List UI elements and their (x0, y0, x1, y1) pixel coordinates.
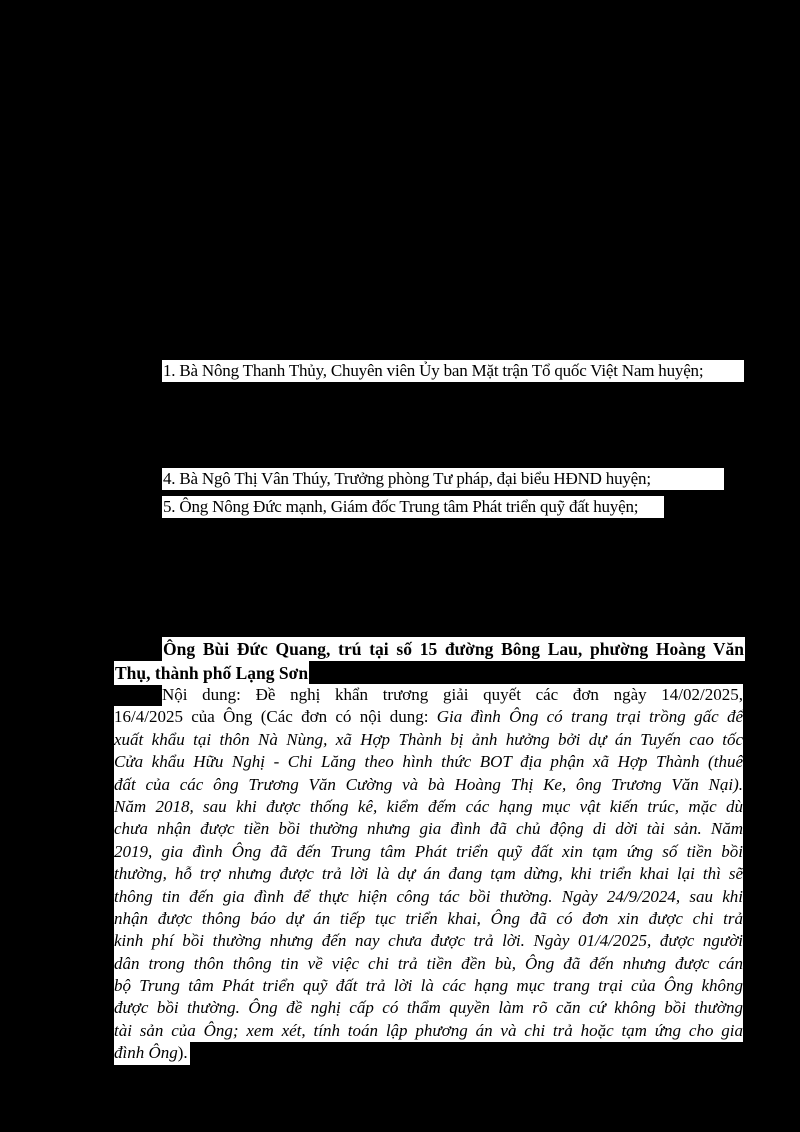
content-line: xuất khẩu tại thôn Nà Nùng, xã Hợp Thành bị ảnh hưởng bởi dự án Tuyến cao tốc (114, 729, 743, 751)
content-line: tài sản của Ông; xem xét, tính toán lập phương án và chi trả hoặc tạm ứng cho gia (114, 1020, 743, 1042)
content-line (114, 706, 743, 728)
content-line: được bồi thường. Ông đề nghị cấp có thẩm quyền làm rõ căn cứ không bồi thường (114, 997, 743, 1019)
content-line: 2019, gia đình Ông đã đến Trung tâm Phát triển quỹ đất xin tạm ứng số tiền bồi (114, 841, 743, 863)
content-line: đất của các ông Trương Văn Cường và bà Hoàng Thị Ke, ông Trương Văn Nại). (114, 774, 743, 796)
content-line: chưa nhận được tiền bồi thường nhưng gia đình đã chủ động di dời tài sản. Năm (114, 818, 743, 840)
citizen-heading (114, 637, 743, 685)
participant-item-4: 4. Bà Ngô Thị Vân Thúy, Trưởng phòng Tư pháp, đại biểu HĐND huyện; (162, 468, 724, 490)
complaint-content (114, 684, 743, 1071)
content-line: Nội dung: Đề nghị khẩn trương giải quyết các đơn ngày 14/02/2025, (162, 684, 743, 706)
content-line: Cửa khẩu Hữu Nghị - Chi Lăng theo hình thức BOT địa phận xã Hợp Thành (thuê (114, 751, 743, 773)
content-line: thường, hỗ trợ nhưng được trả lời là dự án đang tạm dừng, khi triển khai lại thì sẽ (114, 863, 743, 885)
content-text-italic: đình Ông (114, 1043, 178, 1063)
content-line (114, 1042, 190, 1064)
content-line: kinh phí bồi thường nhưng đến nay chưa được trả lời. Ngày 01/4/2025, được người (114, 930, 743, 952)
content-text-italic: Gia đình Ông có trang trại trồng gấc để (436, 707, 743, 727)
citizen-heading-line-2: Thụ, thành phố Lạng Sơn (115, 663, 309, 683)
content-text: 16/4/2025 của Ông (Các đơn có nội dung: (114, 707, 437, 727)
participant-item-1: 1. Bà Nông Thanh Thủy, Chuyên viên Ủy ban Mặt trận Tổ quốc Việt Nam huyện; (162, 360, 744, 382)
content-text: ). (177, 1043, 188, 1063)
content-line: Năm 2018, sau khi được thống kê, kiểm đếm các hạng mục vật kiến trúc, mặc dù (114, 796, 743, 818)
content-line: thông tin đến gia đình để thực hiện công tác bồi thường. Ngày 24/9/2024, sau khi (114, 886, 743, 908)
content-line: dân trong thôn thông tin về việc chi trả tiền đền bù, Ông đã đến nhưng được cán (114, 953, 743, 975)
content-line: bộ Trung tâm Phát triển quỹ đất trả lời là các hạng mục trang trại của Ông không (114, 975, 743, 997)
participant-item-5: 5. Ông Nông Đức mạnh, Giám đốc Trung tâm Phát triển quỹ đất huyện; (162, 496, 664, 518)
content-line: nhận được thông báo dự án tiếp tục triển khai, Ông đã có đơn xin được chi trả (114, 908, 743, 930)
citizen-heading-line-1: Ông Bùi Đức Quang, trú tại số 15 đường Bông Lau, phường Hoàng Văn (163, 639, 744, 659)
